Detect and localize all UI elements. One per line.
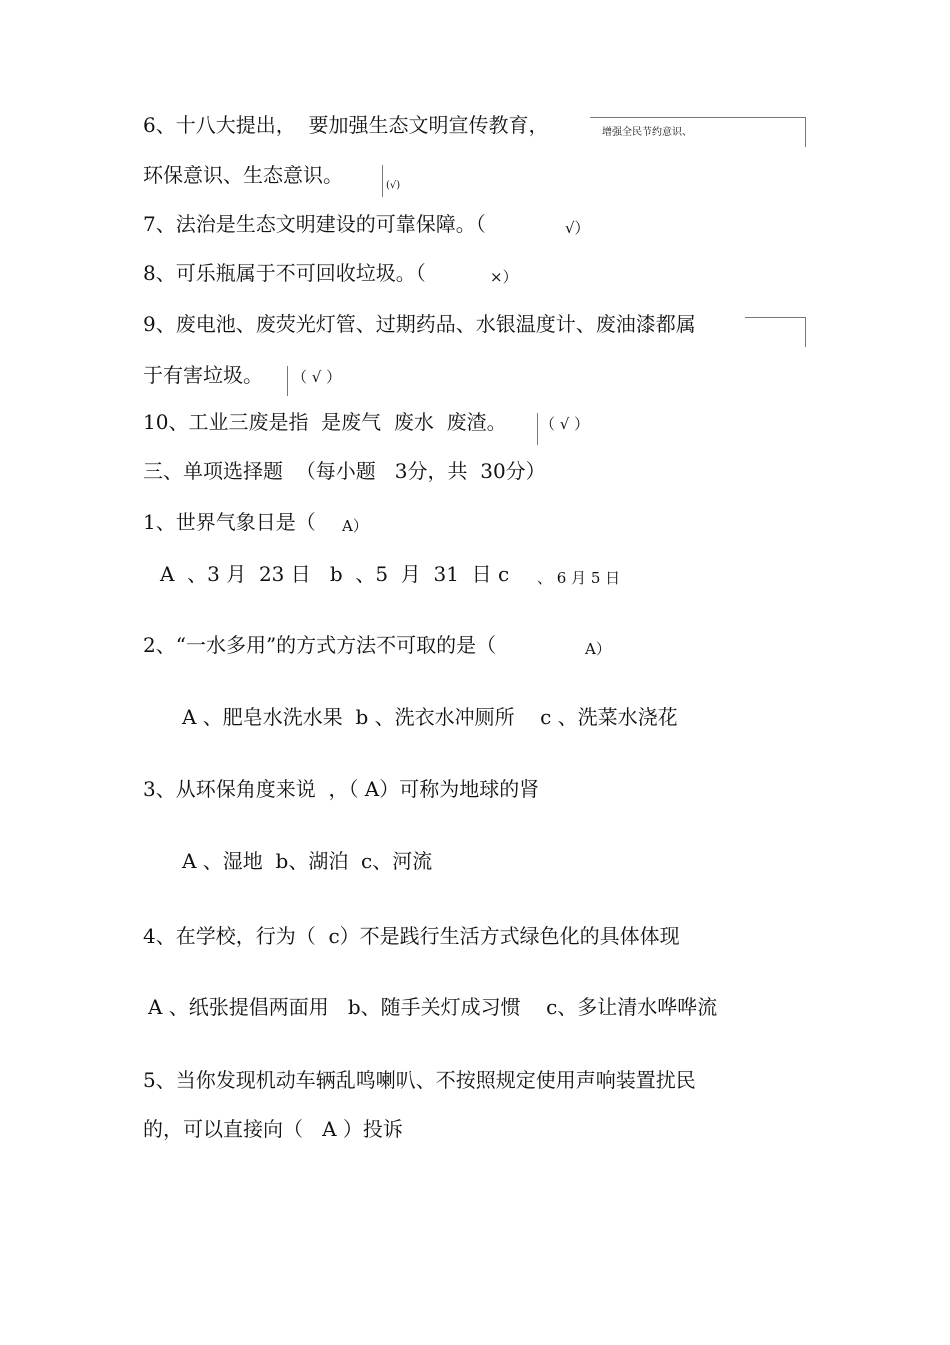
- q6-line2: 环保意识、生态意识。: [143, 163, 343, 187]
- section3-title: 三、单项选择题 （每小题 3分，共 30分）: [143, 459, 546, 483]
- q7-text: 7、法治是生态文明建设的可靠保障。（: [143, 212, 486, 236]
- q6-box-right-rule: [805, 117, 806, 147]
- q9-answer: （ √ ）: [292, 368, 342, 386]
- c4-question: 4、在学校，行为（ c）不是践行生活方式绿色化的具体体现: [143, 924, 680, 948]
- c5-line2: 的，可以直接向（ A ）投诉: [143, 1117, 403, 1141]
- q10-answer: （ √ ）: [540, 415, 590, 433]
- c2-options: A 、肥皂水洗水果 b 、洗衣水冲厕所 c 、洗菜水浇花: [182, 705, 678, 729]
- c3-options: A 、湿地 b、湖泊 c、河流: [182, 849, 433, 873]
- q9-line2: 于有害垃圾。: [143, 363, 263, 387]
- q9-box-top-rule: [745, 317, 806, 318]
- q8-answer: ×）: [490, 268, 518, 286]
- q10-answer-rule: [537, 413, 538, 445]
- q9-box-right-rule: [805, 317, 806, 347]
- c2-answer: A）: [585, 640, 611, 658]
- c2-question: 2、“一水多用”的方式方法不可取的是（: [143, 633, 497, 657]
- q9-answer-rule: [287, 366, 288, 396]
- q6-answer: (√): [386, 180, 401, 191]
- q6-line1: 6、十八大提出， 要加强生态文明宣传教育，: [143, 113, 549, 137]
- c4-options: A 、纸张提倡两面用 b、随手关灯成习惯 c、多让清水哗哗流: [148, 995, 718, 1019]
- q6-answer-rule: [382, 165, 383, 197]
- c1-answer: A）: [342, 517, 368, 535]
- q9-line1: 9、废电池、废荧光灯管、过期药品、水银温度计、废油漆都属: [143, 312, 696, 336]
- q10-text: 10、工业三废是指 是废气 废水 废渣。: [143, 410, 507, 434]
- c3-question: 3、从环保角度来说 ，（ A）可称为地球的肾: [143, 777, 540, 801]
- c1-options: A 、3 月 23 日 b 、5 月 31 日 c: [160, 562, 510, 586]
- q6-box-top-rule: [590, 117, 806, 118]
- q6-note: 增强全民节约意识、: [602, 127, 692, 138]
- c1-options-tail: 、 6 月 5 日: [537, 569, 621, 587]
- c5-line1: 5、当你发现机动车辆乱鸣喇叭、不按照规定使用声响装置扰民: [143, 1068, 696, 1092]
- q8-text: 8、可乐瓶属于不可回收垃圾。（: [143, 261, 426, 285]
- c1-question: 1、世界气象日是（: [143, 510, 316, 534]
- q7-answer: √）: [565, 219, 590, 237]
